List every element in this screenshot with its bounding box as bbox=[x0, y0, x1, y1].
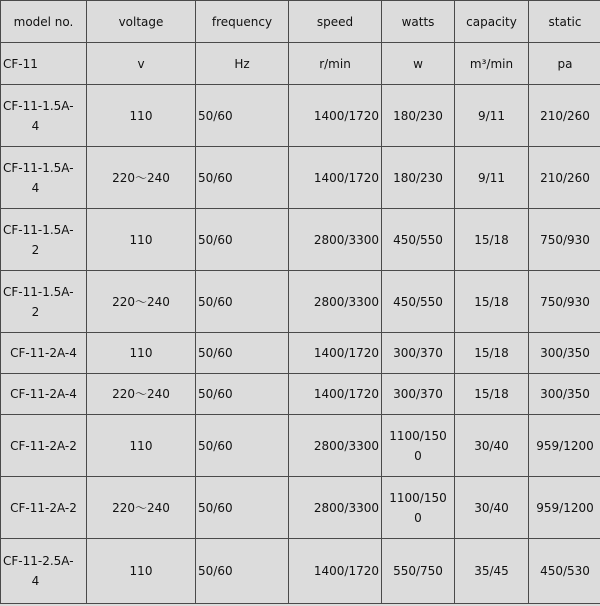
header-frequency: frequency bbox=[196, 1, 289, 43]
cell-frequency: 50/60 bbox=[196, 209, 289, 271]
cell-watts bbox=[382, 271, 455, 333]
cell-static: 210/260 bbox=[529, 85, 600, 147]
cell-capacity: 15/18 bbox=[455, 374, 529, 415]
unit-frequency: Hz bbox=[196, 43, 289, 85]
cell-static: 959/1200 bbox=[529, 415, 600, 477]
cell-model-line: CF-11-1.5A- bbox=[3, 222, 74, 237]
cell-watts bbox=[382, 477, 455, 539]
cell-watts-line: 180/230 bbox=[393, 170, 443, 185]
cell-frequency: 50/60 bbox=[196, 85, 289, 147]
cell-model-line: 4 bbox=[31, 574, 40, 588]
cell-watts-line: 450/550 bbox=[393, 232, 443, 247]
cell-model: CF-11-2A-4 bbox=[1, 374, 87, 415]
cell-voltage: 110 bbox=[87, 333, 196, 374]
table-row bbox=[1, 85, 600, 147]
header-row bbox=[1, 1, 600, 43]
header-watts: watts bbox=[382, 1, 455, 43]
cell-voltage: 110 bbox=[87, 415, 196, 477]
cell-capacity: 9/11 bbox=[455, 147, 529, 209]
cell-model-line: 4 bbox=[31, 180, 40, 195]
cell-voltage: 220～240 bbox=[87, 147, 196, 209]
cell-speed: 1400/1720 bbox=[289, 374, 382, 415]
cell-capacity: 35/45 bbox=[455, 539, 529, 604]
cell-static: 300/350 bbox=[529, 333, 600, 374]
cell-model bbox=[1, 271, 87, 333]
cell-watts bbox=[382, 415, 455, 477]
cell-watts-line: 1100/150 bbox=[389, 490, 447, 505]
cell-model bbox=[1, 147, 87, 209]
cell-speed: 2800/3300 bbox=[289, 271, 382, 333]
table-row bbox=[1, 374, 600, 415]
cell-capacity: 15/18 bbox=[455, 333, 529, 374]
table-row bbox=[1, 539, 600, 604]
cell-watts-line: 300/370 bbox=[393, 346, 443, 360]
unit-watts: w bbox=[382, 43, 455, 85]
cell-model bbox=[1, 85, 87, 147]
cell-model-line: CF-11-2.5A- bbox=[3, 554, 74, 568]
cell-model: CF-11-2A-4 bbox=[1, 333, 87, 374]
cell-watts-line: 0 bbox=[414, 510, 422, 525]
unit-static: pa bbox=[529, 43, 600, 85]
cell-model-line: 2 bbox=[31, 242, 40, 257]
cell-watts bbox=[382, 209, 455, 271]
cell-frequency: 50/60 bbox=[196, 477, 289, 539]
cell-voltage: 220～240 bbox=[87, 271, 196, 333]
cell-capacity: 30/40 bbox=[455, 477, 529, 539]
cell-speed: 2800/3300 bbox=[289, 415, 382, 477]
unit-voltage: v bbox=[87, 43, 196, 85]
cell-watts-line: 550/750 bbox=[393, 564, 443, 578]
units-row bbox=[1, 43, 600, 85]
cell-speed: 1400/1720 bbox=[289, 85, 382, 147]
header-capacity: capacity bbox=[455, 1, 529, 43]
cell-frequency: 50/60 bbox=[196, 539, 289, 604]
table-row bbox=[1, 147, 600, 209]
table-row bbox=[1, 333, 600, 374]
cell-voltage: 110 bbox=[87, 539, 196, 604]
cell-static: 210/260 bbox=[529, 147, 600, 209]
cell-model-line: CF-11-1.5A- bbox=[3, 98, 74, 113]
cell-voltage: 220～240 bbox=[87, 374, 196, 415]
cell-watts bbox=[382, 539, 455, 604]
unit-speed: r/min bbox=[289, 43, 382, 85]
cell-frequency: 50/60 bbox=[196, 271, 289, 333]
cell-static: 959/1200 bbox=[529, 477, 600, 539]
cell-model-line: CF-11-1.5A- bbox=[3, 160, 74, 175]
cell-static: 750/930 bbox=[529, 209, 600, 271]
cell-model bbox=[1, 539, 87, 604]
cell-watts-line: 300/370 bbox=[393, 387, 443, 401]
cell-speed: 2800/3300 bbox=[289, 209, 382, 271]
cell-model bbox=[1, 209, 87, 271]
header-model: model no. bbox=[1, 1, 87, 43]
header-static: static bbox=[529, 1, 600, 43]
cell-model: CF-11-2A-2 bbox=[1, 477, 87, 539]
cell-frequency: 50/60 bbox=[196, 333, 289, 374]
cell-voltage: 110 bbox=[87, 85, 196, 147]
cell-watts-line: 0 bbox=[414, 448, 422, 463]
cell-watts bbox=[382, 374, 455, 415]
cell-voltage: 220～240 bbox=[87, 477, 196, 539]
cell-voltage: 110 bbox=[87, 209, 196, 271]
cell-capacity: 30/40 bbox=[455, 415, 529, 477]
cell-model-line: 2 bbox=[31, 304, 40, 319]
cell-static: 450/530 bbox=[529, 539, 600, 604]
cell-speed: 2800/3300 bbox=[289, 477, 382, 539]
table-row bbox=[1, 209, 600, 271]
unit-capacity: m³/min bbox=[455, 43, 529, 85]
cell-capacity: 15/18 bbox=[455, 271, 529, 333]
cell-capacity: 15/18 bbox=[455, 209, 529, 271]
cell-frequency: 50/60 bbox=[196, 415, 289, 477]
unit-model: CF-11 bbox=[1, 43, 87, 85]
cell-capacity: 9/11 bbox=[455, 85, 529, 147]
cell-model: CF-11-2A-2 bbox=[1, 415, 87, 477]
cell-watts bbox=[382, 333, 455, 374]
table-row bbox=[1, 477, 600, 539]
header-voltage: voltage bbox=[87, 1, 196, 43]
cell-speed: 1400/1720 bbox=[289, 539, 382, 604]
cell-watts bbox=[382, 147, 455, 209]
cell-model-line: CF-11-1.5A- bbox=[3, 284, 74, 299]
cell-speed: 1400/1720 bbox=[289, 147, 382, 209]
table-row bbox=[1, 271, 600, 333]
cell-watts bbox=[382, 85, 455, 147]
cell-static: 750/930 bbox=[529, 271, 600, 333]
cell-frequency: 50/60 bbox=[196, 147, 289, 209]
cell-speed: 1400/1720 bbox=[289, 333, 382, 374]
cell-static: 300/350 bbox=[529, 374, 600, 415]
cell-watts-line: 180/230 bbox=[393, 108, 443, 123]
cell-watts-line: 450/550 bbox=[393, 294, 443, 309]
cell-watts-line: 1100/150 bbox=[389, 428, 447, 443]
cell-frequency: 50/60 bbox=[196, 374, 289, 415]
table-row bbox=[1, 415, 600, 477]
cell-model-line: 4 bbox=[31, 118, 40, 133]
header-speed: speed bbox=[289, 1, 382, 43]
